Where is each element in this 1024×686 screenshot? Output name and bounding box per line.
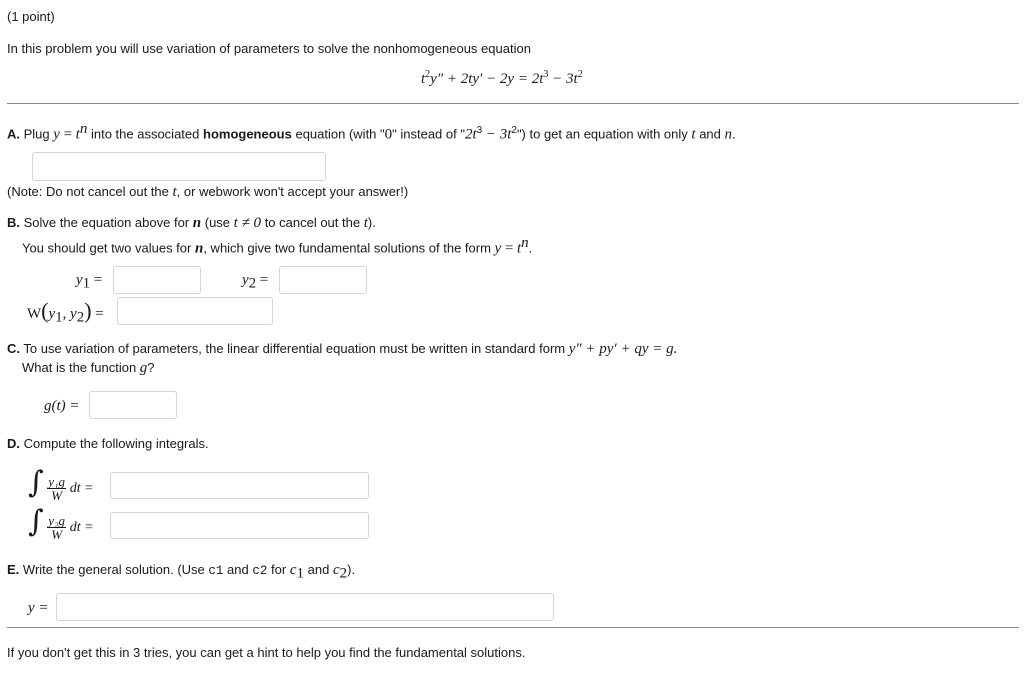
integral-sign: ∫ [28, 504, 44, 539]
integral-1-input[interactable] [110, 472, 369, 499]
part-c-question: What is the function g? [22, 360, 155, 376]
main-equation: $t^2y'' + 2ty' - 2y = 2t^3 - 3t^2$ [421, 69, 583, 87]
y1-label: $y_1$ = [76, 272, 103, 292]
g-label: g(t) = [44, 398, 80, 414]
part-a-text: A. Plug $y = t^n$ into the associated homogeneous equation (with "0" instead of "$2t^3$ − $3t^2$") to get an equation with only t and n. [7, 121, 736, 143]
divider-top [7, 103, 1019, 104]
divider-bottom [7, 627, 1019, 628]
part-b-text: B. Solve the equation above for n (use t ≠ 0 to cancel out the t). [7, 215, 376, 231]
y2-input[interactable] [279, 266, 367, 294]
points-label: (1 point) [7, 9, 55, 24]
part-b-line2: You should get two values for n, which give two fundamental solutions of the form $y = t^n$. [22, 235, 533, 257]
part-a-note: (Note: Do not cancel out the t, or webwork won't accept your answer!) [7, 184, 409, 200]
general-solution-input[interactable] [56, 593, 554, 621]
integral-2-input[interactable] [110, 512, 369, 539]
y-general-label: y = [28, 600, 49, 616]
intro-text: In this problem you will use variation of parameters to solve the nonhomogeneous equation [7, 41, 531, 56]
hint-text: If you don't get this in 3 tries, you can get a hint to help you find the fundamental solutions. [7, 645, 526, 660]
y1-input[interactable] [113, 266, 201, 294]
integral-2-label: ∫ $\frac{\text{y₂g}}{W}$ dt = [28, 504, 94, 543]
part-a-input[interactable] [32, 152, 326, 181]
y2-label: $y_2$ = [242, 272, 269, 292]
g-input[interactable] [89, 391, 177, 419]
part-d-text: D. Compute the following integrals. [7, 436, 209, 451]
part-c-text: C. To use variation of parameters, the linear differential equation must be written in standard form y″ + py′ + qy = g. [7, 341, 678, 357]
part-e-text: E. Write the general solution. (Use c1 and c2 for $c_1$ and $c_2$). [7, 562, 356, 582]
integral-1-label: ∫ $\frac{\text{y₁g}}{W}$ dt = [28, 465, 94, 504]
wronskian-label: $W(y_1$, $y_2$) = [27, 298, 104, 326]
wronskian-input[interactable] [117, 297, 273, 325]
integral-sign: ∫ [28, 465, 44, 500]
